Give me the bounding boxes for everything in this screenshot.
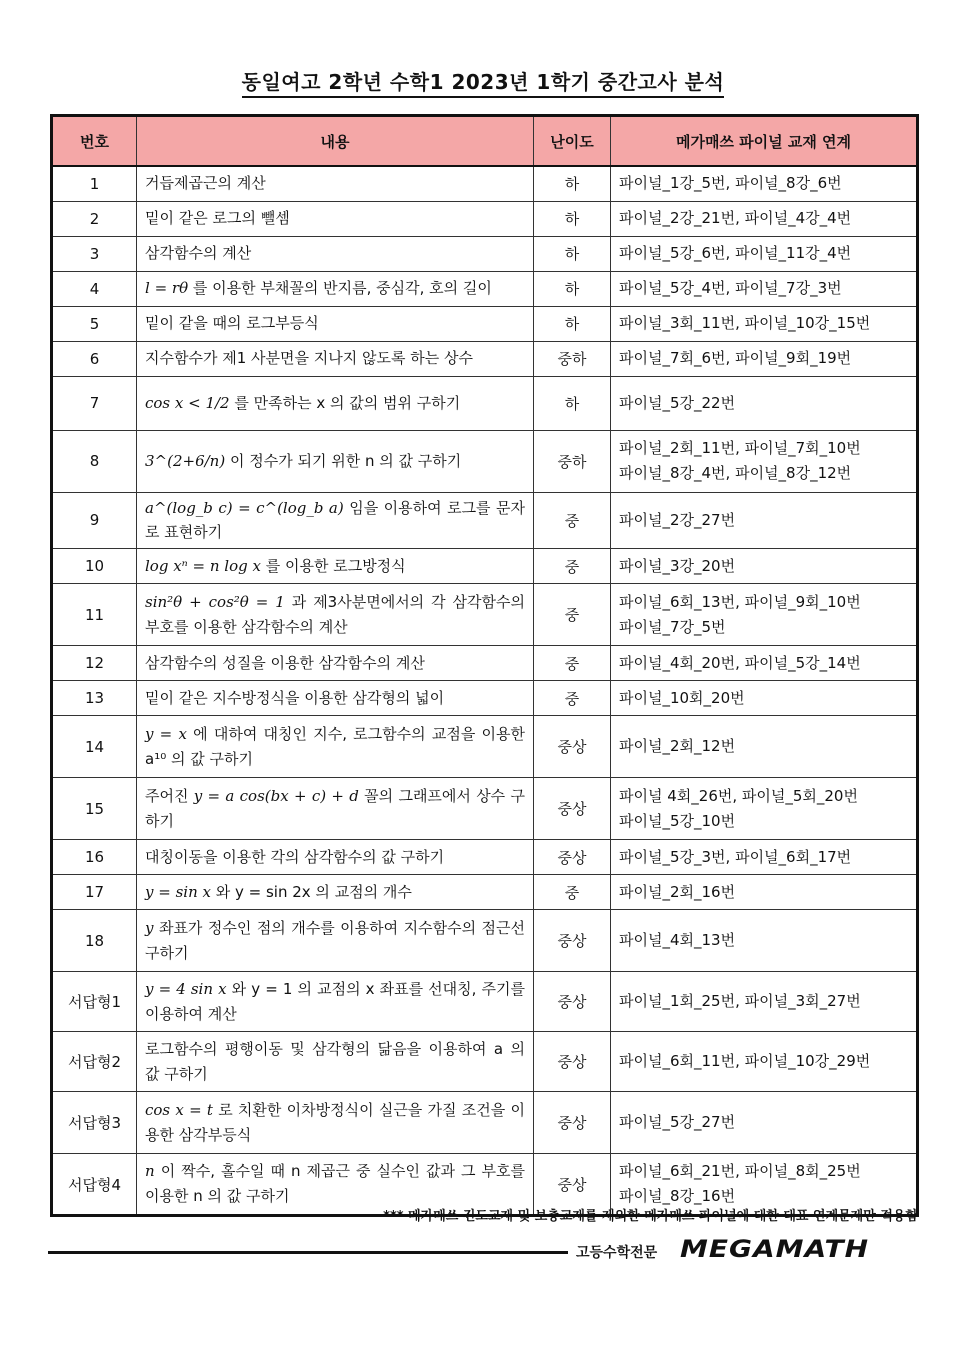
row-link (611, 341, 918, 376)
row-difficulty: 하 (534, 376, 611, 430)
row-link (611, 716, 918, 778)
row-number: 7 (52, 376, 137, 430)
table-row (52, 376, 918, 430)
megamath-logo: MEGAMATH (680, 1235, 870, 1264)
row-number: 15 (52, 778, 137, 840)
math-expression: y (145, 918, 154, 937)
table-row (52, 306, 918, 341)
math-expression: y = x (145, 724, 187, 743)
row-link (611, 1032, 918, 1092)
math-expression: y = 4 sin x (145, 979, 227, 998)
row-link (611, 875, 918, 910)
row-link (611, 910, 918, 972)
row-number: 14 (52, 716, 137, 778)
row-content (137, 341, 534, 376)
row-content (137, 271, 534, 306)
row-number: 17 (52, 875, 137, 910)
link-line: 파이널_2회_12번 (619, 737, 736, 756)
content-text: 를 이용한 로그방정식 (265, 556, 406, 575)
row-content (137, 778, 534, 840)
row-content (137, 1032, 534, 1092)
table-row (52, 716, 918, 778)
table-row (52, 492, 918, 549)
link-line: 파이널_3강_20번 (619, 556, 736, 575)
content-text: 꼴의 그래프에서 상수 구하기 (145, 786, 525, 830)
row-number: 3 (52, 236, 137, 271)
row-content (137, 875, 534, 910)
link-line: 파이널_6회_11번, 파이널_10강_29번 (619, 1052, 871, 1071)
math-expression: y = a cos(bx + c) + d (193, 786, 359, 805)
content-text: 와 y = sin 2x 의 교점의 개수 (215, 882, 412, 901)
link-line: 파이널_5강_3번, 파이널_6회_17번 (619, 847, 852, 866)
row-number: 11 (52, 584, 137, 646)
link-line: 파이널_7강_5번 (619, 617, 726, 636)
content-text: 삼각함수의 계산 (145, 244, 252, 263)
content-text: 밑이 같을 때의 로그부등식 (145, 314, 319, 333)
row-content (137, 910, 534, 972)
footer-rule (48, 1251, 568, 1254)
row-difficulty: 중 (534, 646, 611, 681)
row-link (611, 549, 918, 584)
table-row (52, 778, 918, 840)
table-row (52, 875, 918, 910)
link-line: 파이널_6회_13번, 파이널_9회_10번 (619, 592, 861, 611)
link-line: 파이널_5강_27번 (619, 1113, 736, 1132)
row-link (611, 778, 918, 840)
content-text: 밑이 같은 로그의 뺄셈 (145, 209, 290, 228)
link-line: 파이널_1회_25번, 파이널_3회_27번 (619, 992, 861, 1011)
row-difficulty: 중상 (534, 1154, 611, 1216)
link-line: 파이널_2회_11번, 파이널_7회_10번 (619, 439, 861, 458)
content-text: 에 대하여 대칭인 지수, 로그함수의 교점을 이용한 a¹⁰ 의 값 구하기 (145, 724, 525, 768)
row-difficulty: 중 (534, 875, 611, 910)
content-text: 거듭제곱근의 계산 (145, 174, 266, 193)
row-number: 16 (52, 840, 137, 875)
row-content (137, 492, 534, 549)
row-link (611, 201, 918, 236)
math-expression: cos x = t (145, 1100, 213, 1119)
math-expression: log xⁿ = n log x (145, 556, 261, 575)
row-number: 서답형2 (52, 1032, 137, 1092)
table-header-row (52, 116, 918, 167)
row-content (137, 306, 534, 341)
link-line: 파이널_5강_22번 (619, 393, 736, 412)
row-link (611, 681, 918, 716)
row-content (137, 972, 534, 1032)
row-difficulty: 중 (534, 492, 611, 549)
row-content (137, 549, 534, 584)
content-text: 좌표가 정수인 점의 개수를 이용하여 지수함수의 점근선 구하기 (145, 918, 525, 962)
math-expression: cos x < 1/2 (145, 393, 230, 412)
table-row (52, 271, 918, 306)
link-line: 파이널_3회_11번, 파이널_10강_15번 (619, 314, 871, 333)
content-text: 를 이용한 부채꼴의 반지름, 중심각, 호의 길이 (192, 279, 492, 298)
row-difficulty: 중상 (534, 716, 611, 778)
row-difficulty: 중상 (534, 1092, 611, 1154)
content-text: 이 짝수, 홀수일 때 n 제곱근 중 실수인 값과 그 부호를 이용한 n 의 값 구하기 (145, 1162, 525, 1205)
row-content (137, 584, 534, 646)
header-link: 메가매쓰 파이널 교재 연계 (611, 116, 918, 167)
row-number: 5 (52, 306, 137, 341)
row-number: 10 (52, 549, 137, 584)
row-difficulty: 중하 (534, 430, 611, 492)
row-content (137, 646, 534, 681)
row-content (137, 1092, 534, 1154)
link-line: 파이널 4회_26번, 파이널_5회_20번 (619, 786, 858, 805)
link-line: 파이널_2강_27번 (619, 510, 736, 529)
analysis-table (50, 114, 919, 1217)
footnote: *** 메가매쓰 진도교재 및 보충교재를 제외한 메가매쓰 파이널에 대한 대표 연계문제만 적용함 (383, 1209, 918, 1224)
row-link (611, 972, 918, 1032)
row-difficulty: 중상 (534, 910, 611, 972)
math-expression: sin²θ + cos²θ = 1 (145, 592, 285, 611)
row-number: 서답형4 (52, 1154, 137, 1216)
row-number: 1 (52, 166, 137, 201)
link-line: 파이널_10회_20번 (619, 688, 745, 707)
content-text: 과 제3사분면에서의 각 삼각함수의 부호를 이용한 삼각함수의 계산 (145, 592, 525, 636)
content-text: 이 정수가 되기 위한 n 의 값 구하기 (229, 451, 462, 470)
link-line: 파이널_5강_10번 (619, 811, 736, 830)
table-row (52, 201, 918, 236)
row-content (137, 681, 534, 716)
table-row (52, 972, 918, 1032)
row-link (611, 236, 918, 271)
table-body (52, 166, 918, 1216)
row-content (137, 201, 534, 236)
row-link (611, 646, 918, 681)
content-text: 로그함수의 평행이동 및 삼각형의 닮음을 이용하여 a 의 값 구하기 (145, 1039, 525, 1083)
link-line: 파이널_6회_21번, 파이널_8회_25번 (619, 1162, 861, 1181)
row-number: 4 (52, 271, 137, 306)
footer-label: 고등수학전문 (576, 1245, 658, 1261)
row-difficulty: 중 (534, 549, 611, 584)
table-row (52, 646, 918, 681)
link-line: 파이널_5강_6번, 파이널_11강_4번 (619, 244, 852, 263)
table-row (52, 840, 918, 875)
row-difficulty: 중하 (534, 341, 611, 376)
content-text: 로 치환한 이차방정식이 실근을 가질 조건을 이용한 삼각부등식 (145, 1100, 525, 1144)
math-expression: n (145, 1162, 155, 1181)
row-content (137, 840, 534, 875)
row-content (137, 430, 534, 492)
row-link (611, 306, 918, 341)
table-row (52, 681, 918, 716)
row-number: 13 (52, 681, 137, 716)
row-difficulty: 중 (534, 584, 611, 646)
row-link (611, 430, 918, 492)
table-row (52, 166, 918, 201)
row-difficulty: 하 (534, 271, 611, 306)
link-line: 파이널_2회_16번 (619, 882, 736, 901)
row-content (137, 376, 534, 430)
row-number: 서답형1 (52, 972, 137, 1032)
link-line: 파이널_5강_4번, 파이널_7강_3번 (619, 279, 842, 298)
row-link (611, 492, 918, 549)
row-link (611, 376, 918, 430)
content-text: 밑이 같은 지수방정식을 이용한 삼각형의 넓이 (145, 688, 445, 707)
header-content: 내용 (137, 116, 534, 167)
page-title: 동일여고 2학년 수학1 2023년 1학기 중간고사 분석 (0, 66, 966, 95)
row-number: 12 (52, 646, 137, 681)
row-number: 9 (52, 492, 137, 549)
table-row (52, 549, 918, 584)
row-difficulty: 하 (534, 236, 611, 271)
row-number: 서답형3 (52, 1092, 137, 1154)
content-text: 를 만족하는 x 의 값의 범위 구하기 (234, 393, 461, 412)
content-text: 삼각함수의 성질을 이용한 삼각함수의 계산 (145, 653, 425, 672)
math-expression: a^(log_b c) = c^(log_b a) (145, 498, 344, 517)
link-line: 파이널_4회_13번 (619, 931, 736, 950)
row-content (137, 166, 534, 201)
content-prefix: 주어진 (145, 786, 189, 805)
table-row (52, 1032, 918, 1092)
row-difficulty: 하 (534, 306, 611, 341)
row-difficulty: 중 (534, 681, 611, 716)
header-difficulty: 난이도 (534, 116, 611, 167)
table-row (52, 341, 918, 376)
math-expression: 3^(2+6/n) (145, 451, 226, 470)
table-row (52, 430, 918, 492)
row-link (611, 166, 918, 201)
link-line: 파이널_2강_21번, 파이널_4강_4번 (619, 209, 852, 228)
row-difficulty: 중상 (534, 972, 611, 1032)
content-text: 임을 이용하여 로그를 문자로 표현하기 (145, 498, 525, 542)
header-number: 번호 (52, 116, 137, 167)
row-content (137, 236, 534, 271)
table-row (52, 584, 918, 646)
row-number: 18 (52, 910, 137, 972)
row-difficulty: 하 (534, 166, 611, 201)
row-difficulty: 하 (534, 201, 611, 236)
row-link (611, 840, 918, 875)
math-expression: y = sin x (145, 882, 211, 901)
row-link (611, 271, 918, 306)
row-difficulty: 중상 (534, 1032, 611, 1092)
table-row (52, 1092, 918, 1154)
table-row (52, 236, 918, 271)
math-expression: l = rθ (145, 279, 189, 298)
link-line: 파이널_1강_5번, 파이널_8강_6번 (619, 174, 842, 193)
row-link (611, 584, 918, 646)
link-line: 파이널_8강_4번, 파이널_8강_12번 (619, 464, 852, 482)
row-link (611, 1092, 918, 1154)
row-number: 8 (52, 430, 137, 492)
row-difficulty: 중상 (534, 840, 611, 875)
content-text: 지수함수가 제1 사분면을 지나지 않도록 하는 상수 (145, 349, 473, 368)
row-content (137, 716, 534, 778)
link-line: 파이널_8강_16번 (619, 1187, 736, 1205)
link-line: 파이널_7회_6번, 파이널_9회_19번 (619, 349, 852, 368)
content-text: 와 y = 1 의 교점의 x 좌표를 선대칭, 주기를 이용하여 계산 (145, 979, 525, 1023)
content-text: 대칭이동을 이용한 각의 삼각함수의 값 구하기 (145, 847, 445, 866)
table-row (52, 910, 918, 972)
row-number: 2 (52, 201, 137, 236)
link-line: 파이널_4회_20번, 파이널_5강_14번 (619, 653, 861, 672)
row-number: 6 (52, 341, 137, 376)
row-difficulty: 중상 (534, 778, 611, 840)
